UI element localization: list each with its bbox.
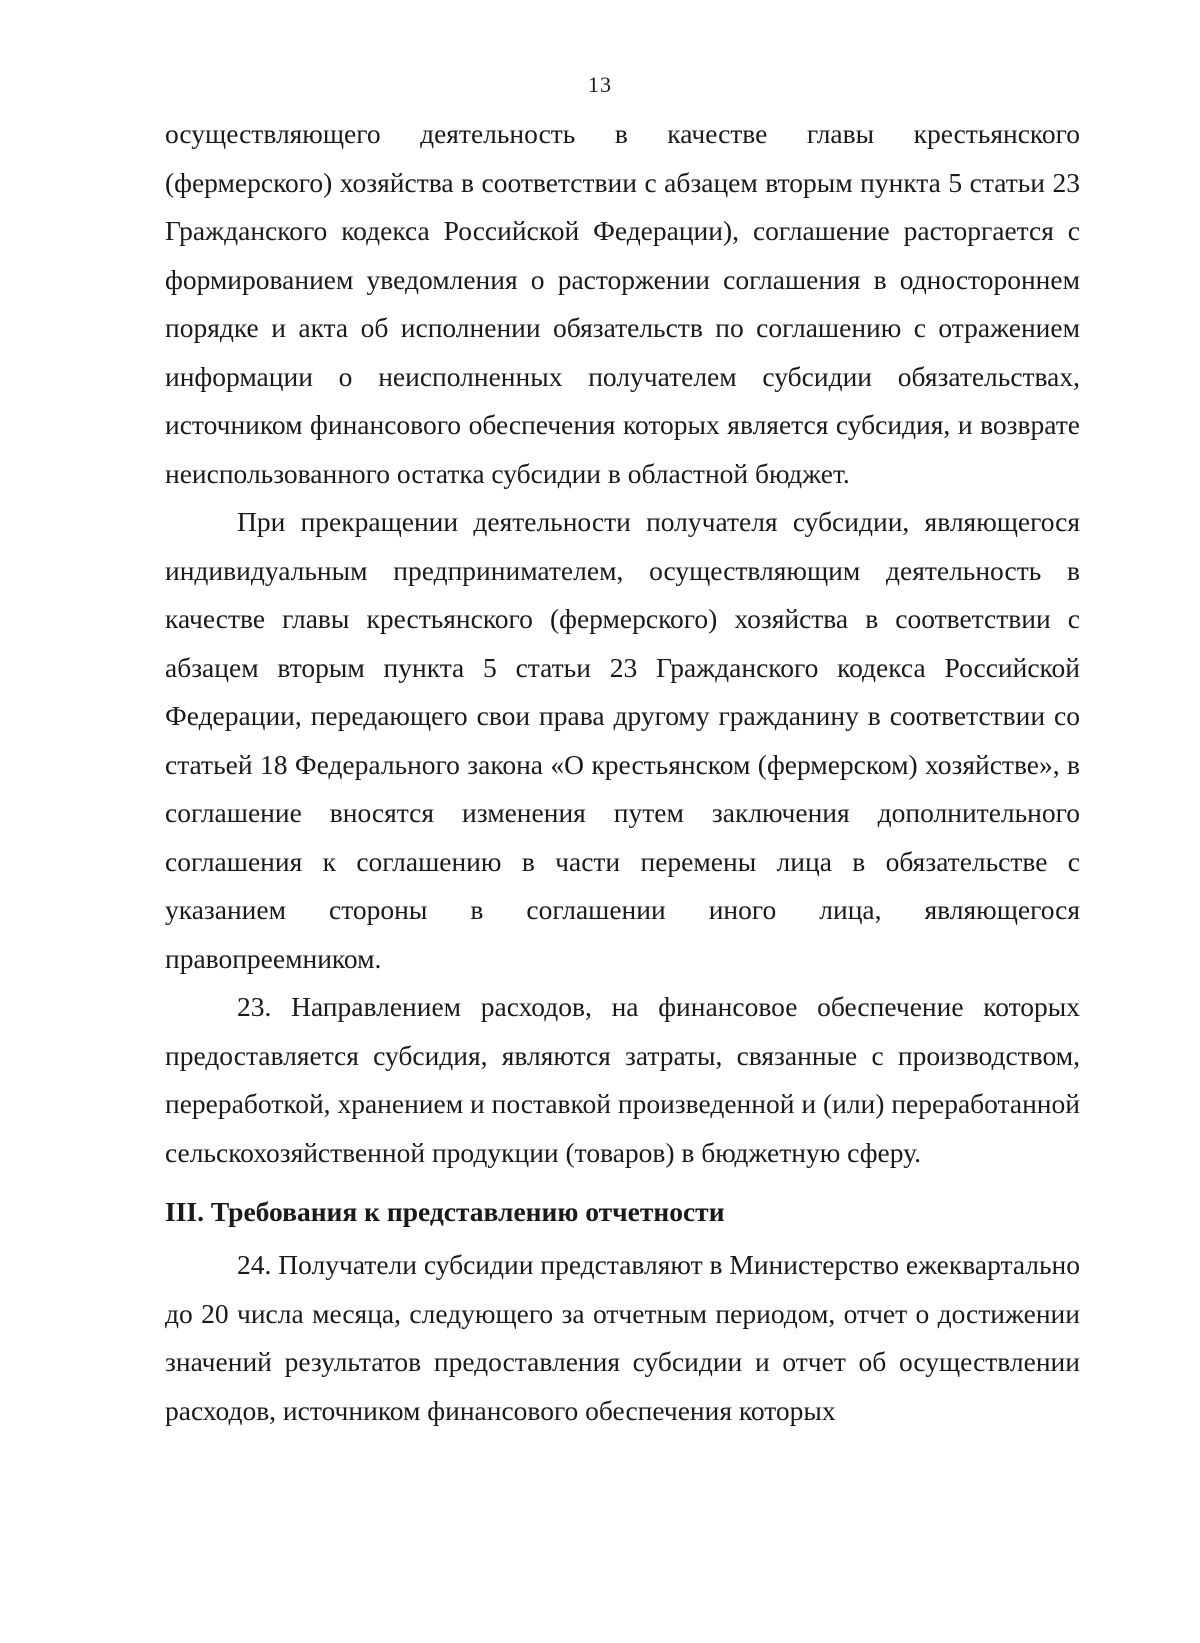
paragraph-continuation: осуществляющего деятельность в качестве главы крестьянского (фермерского) хозяйства в соответствии с абзацем вторым пункта 5 статьи 23 Гражданского кодекса Российской Федерации), соглашение расторгается с формированием уведомления о расторжении соглашения в одностороннем порядке и акта об исполнении обязательств по соглашению с отражением информации о неисполненных получателем субсидии обязательствах, источником финансового обеспечения которых является субсидия, и возврате неиспользованного остатка субсидии в областной бюджет.: [165, 118, 1080, 489]
page-number: 13: [588, 72, 612, 97]
paragraph-item-23: 23. Направлением расходов, на финансовое обеспечение которых предоставляется субсидия, являются затраты, связанные с производством, переработкой, хранением и поставкой произведенной и (или) переработанной сельскохозяйственной продукции (товаров) в бюджетную сферу.: [165, 991, 1080, 1168]
paragraph-item-24: 24. Получатели субсидии представляют в Министерство ежеквартально до 20 числа месяца, следующего за отчетным периодом, отчет о достижении значений результатов предоставления субсидии и отчет об осуществлении расходов, источником финансового обеспечения которых: [165, 1249, 1080, 1426]
section-heading: III. Требования к представлению отчетности: [165, 1196, 725, 1227]
document-body: [165, 110, 1080, 1435]
paragraph-termination-of-activity: При прекращении деятельности получателя субсидии, являющегося индивидуальным предпринимателем, осуществляющим деятельность в качестве главы крестьянского (фермерского) хозяйства в соответствии с абзацем вторым пункта 5 статьи 23 Гражданского кодекса Российской Федерации, передающего свои права другому гражданину в соответствии со статьей 18 Федерального закона «О крестьянском (фермерском) хозяйстве», в соглашение вносятся изменения путем заключения дополнительного соглашения к соглашению в части перемены лица в обязательстве с указанием стороны в соглашении иного лица, являющегося правопреемником.: [165, 506, 1080, 974]
